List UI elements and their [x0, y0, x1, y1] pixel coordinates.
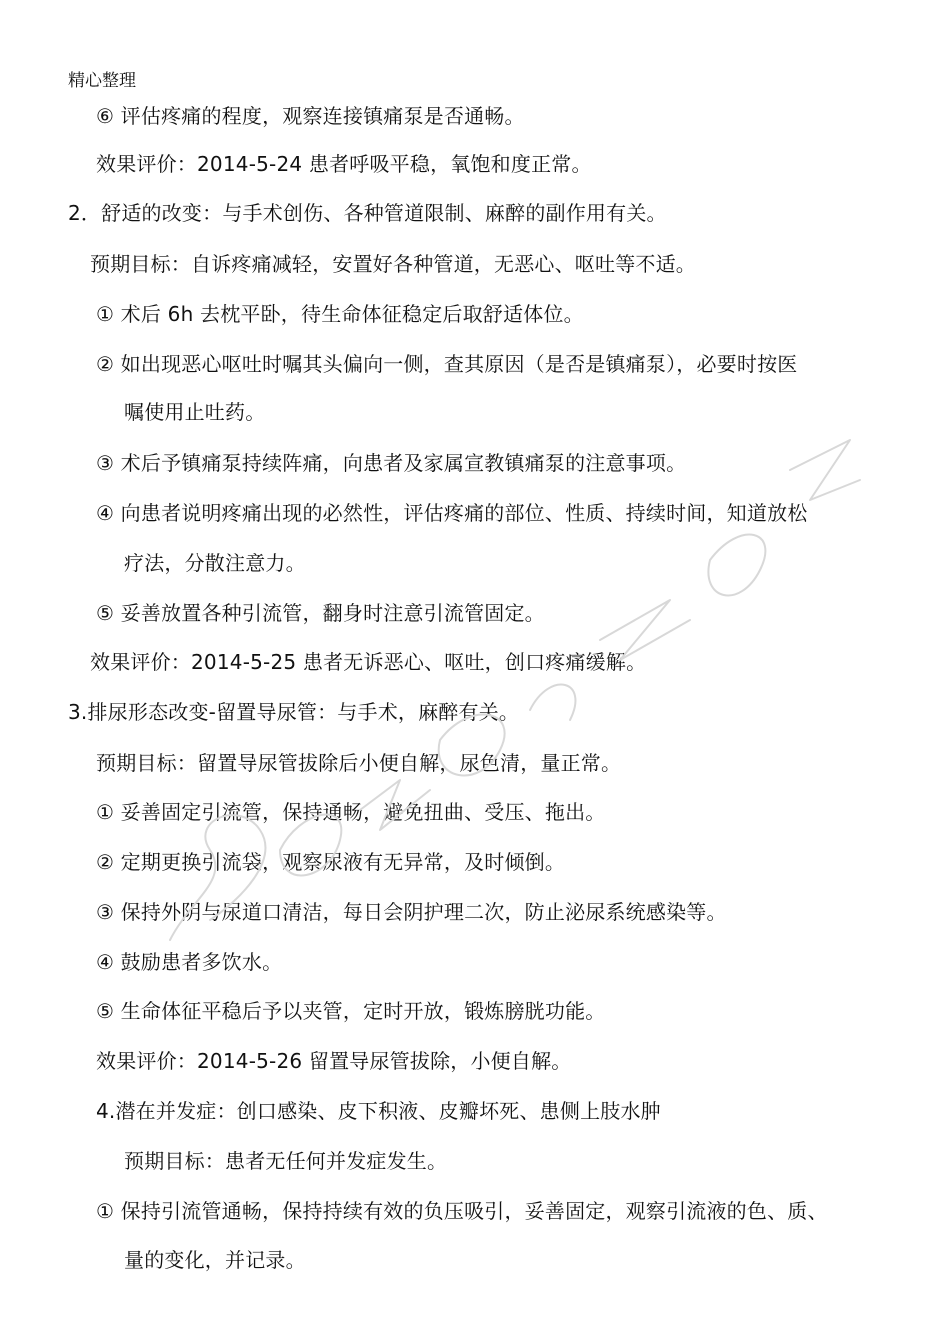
text-line: ① 妥善固定引流管，保持通畅，避免扭曲、受压、拖出。	[96, 800, 606, 824]
text-line: 量的变化，并记录。	[124, 1248, 306, 1272]
text-line: 效果评价：2014-5-25 患者无诉恶心、呕吐，创口疼痛缓解。	[90, 650, 647, 674]
text-line: ⑤ 妥善放置各种引流管，翻身时注意引流管固定。	[96, 601, 545, 625]
text-line: ③ 术后予镇痛泵持续阵痛，向患者及家属宣教镇痛泵的注意事项。	[96, 451, 687, 475]
text-line: 效果评价：2014-5-26 留置导尿管拔除，小便自解。	[96, 1049, 572, 1073]
text-line: ① 术后 6h 去枕平卧，待生命体征稳定后取舒适体位。	[96, 302, 584, 326]
section-heading: 2．舒适的改变：与手术创伤、各种管道限制、麻醉的副作用有关。	[68, 201, 667, 225]
text-line: ③ 保持外阴与尿道口清洁，每日会阴护理二次，防止泌尿系统感染等。	[96, 900, 727, 924]
text-line: 疗法，分散注意力。	[124, 551, 306, 575]
text-line: 效果评价：2014-5-24 患者呼吸平稳，氧饱和度正常。	[96, 152, 592, 176]
text-line: ④ 鼓励患者多饮水。	[96, 950, 283, 974]
text-line: 预期目标：患者无任何并发症发生。	[124, 1149, 448, 1173]
text-line: ② 定期更换引流袋，观察尿液有无异常，及时倾倒。	[96, 850, 566, 874]
section-heading: 3.排尿形态改变-留置导尿管：与手术，麻醉有关。	[68, 700, 520, 724]
text-line: 嘱使用止吐药。	[124, 400, 266, 424]
text-line: ⑥ 评估疼痛的程度，观察连接镇痛泵是否通畅。	[96, 104, 525, 128]
text-line: ① 保持引流管通畅，保持持续有效的负压吸引，妥善固定，观察引流液的色、质、	[96, 1199, 828, 1223]
text-line: ④ 向患者说明疼痛出现的必然性，评估疼痛的部位、性质、持续时间，知道放松	[96, 501, 808, 525]
header-note: 精心整理	[68, 71, 136, 91]
text-line: 预期目标：留置导尿管拔除后小便自解，尿色清，量正常。	[96, 751, 622, 775]
section-heading: 4.潜在并发症：创口感染、皮下积液、皮瓣坏死、患侧上肢水肿	[96, 1099, 661, 1123]
text-line: 预期目标：自诉疼痛减轻，安置好各种管道，无恶心、呕吐等不适。	[90, 252, 696, 276]
text-line: ② 如出现恶心呕吐时嘱其头偏向一侧，查其原因（是否是镇痛泵），必要时按医	[96, 352, 798, 376]
text-line: ⑤ 生命体征平稳后予以夹管，定时开放，锻炼膀胱功能。	[96, 999, 606, 1023]
